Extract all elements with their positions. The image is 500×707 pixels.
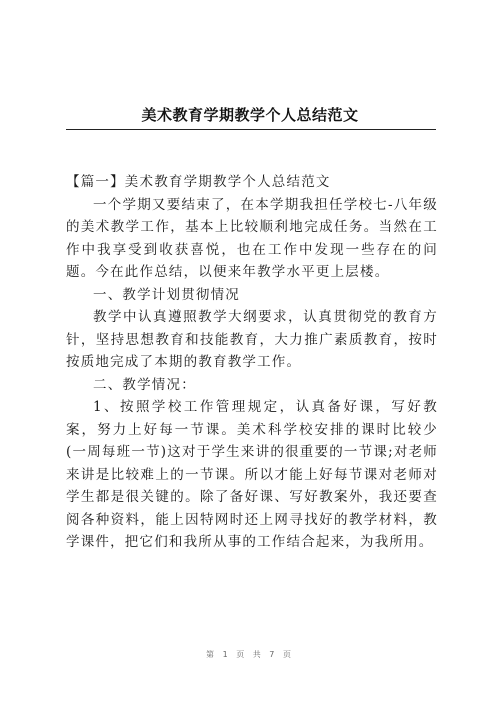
body-paragraph: 1、按照学校工作管理规定，认真备好课，写好教案，努力上好每一节课。美术科学校安排的课时比较少(一周每班一节)这对于学生来讲的很重要的一节课;对老师来讲是比较难上的一节课。所以才能上好每节课对老师对学生都是很关键的。除了备好课、写好教案外，我还要查阅各种资料，能上因特网时还上网寻找好的教学材料，教学课件，把它们和我所从事的工作结合起来，为我所用。 — [66, 399, 438, 550]
title-divider — [66, 129, 436, 130]
body-paragraph: 教学中认真遵照教学大纲要求，认真贯彻党的教育方针，坚持思想教育和技能教育，大力推广素质教育，按时按质地完成了本期的教育教学工作。 — [66, 309, 438, 370]
body-paragraph: 一个学期又要结束了，在本学期我担任学校七-八年级的美术教学工作，基本上比较顺利地完成任务。当然在工作中我享受到收获喜悦，也在工作中发现一些存在的问题。今在此作总结，以便来年教学水平更上层楼。 — [66, 196, 438, 280]
document-body — [66, 171, 438, 554]
section-subheading: 一、教学计划贯彻情况 — [93, 286, 240, 303]
section-subheading: 二、教学情况： — [93, 376, 196, 393]
page-number-footer: 第 1 页 共 7 页 — [206, 650, 294, 659]
document-title: 美术教育学期教学个人总结范文 — [141, 106, 359, 124]
section-heading: 【篇一】美术教育学期教学个人总结范文 — [66, 174, 331, 190]
